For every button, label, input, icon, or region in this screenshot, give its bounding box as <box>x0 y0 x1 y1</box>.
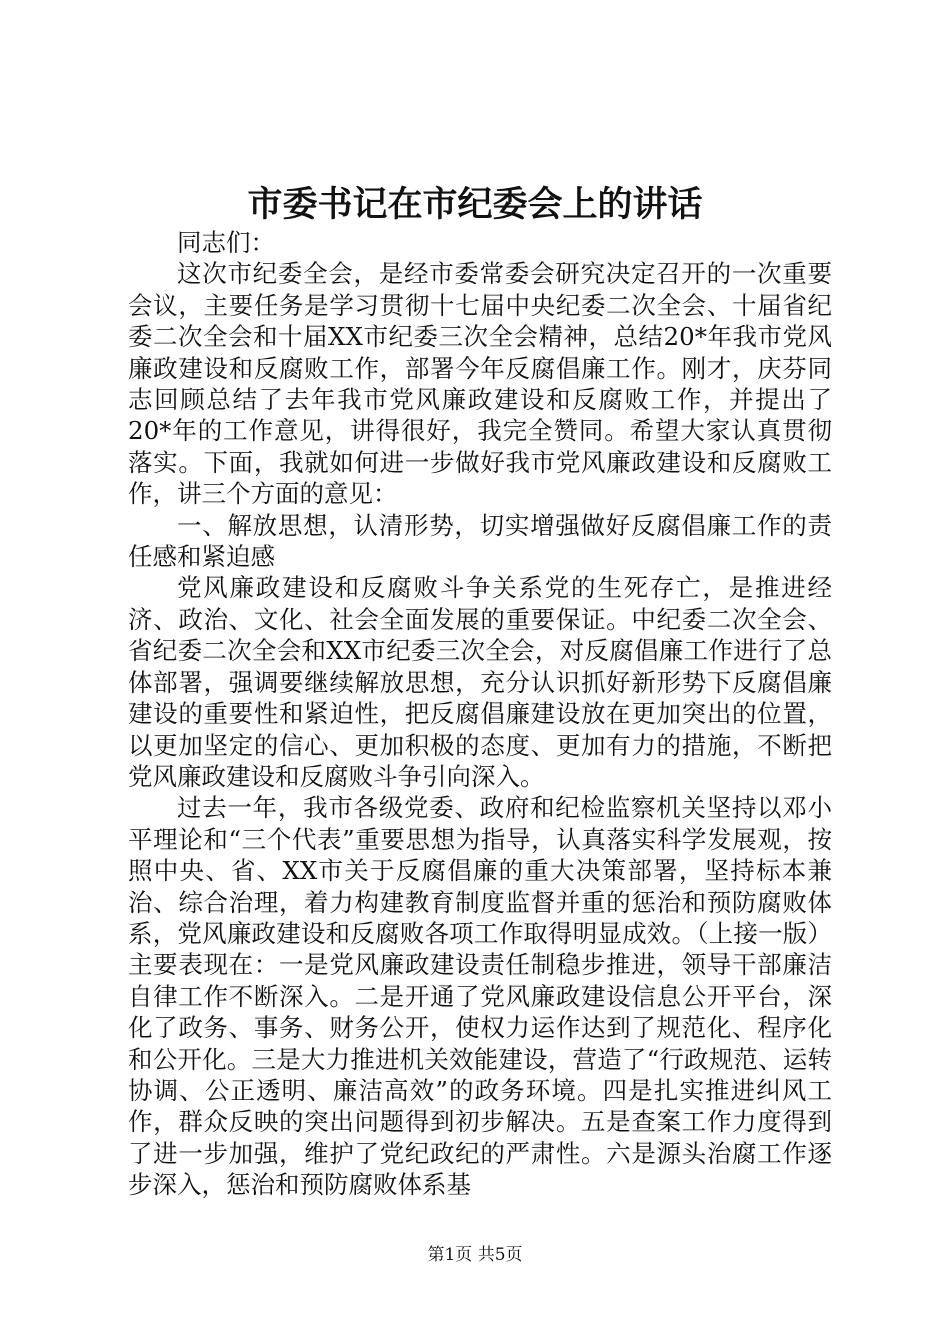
paragraph-body: 党风廉政建设和反腐败斗争关系党的生死存亡，是推进经济、政治、文化、社会全面发展的重要保证。中纪委二次全会、省纪委二次全会和XX市纪委三次全会，对反腐倡廉工作进行了总体部署，强调要继续解放思想，充分认识抓好新形势下反腐倡廉建设的重要性和紧迫性，把反腐倡廉建设放在更加突出的位置，以更加坚定的信心、更加积极的态度、更加有力的措施，不断把党风廉政建设和反腐败斗争引向深入。 <box>128 573 832 791</box>
paragraph-salutation: 同志们： <box>177 228 275 257</box>
page-footer: 第1页 共5页 <box>427 1245 523 1265</box>
document-title: 市委书记在市纪委会上的讲话 <box>247 185 703 225</box>
paragraph-intro: 这次市纪委全会，是经市委常委会研究决定召开的一次重要会议，主要任务是学习贯彻十七届中央纪委二次全会、十届省纪委二次全会和十届XX市纪委三次全会精神，总结20*年我市党风廉政建设和反腐败工作，部署今年反腐倡廉工作。刚才，庆芬同志回顾总结了去年我市党风廉政建设和反腐败工作，并提出了20*年的工作意见，讲得很好，我完全赞同。希望大家认真贯彻落实。下面，我就如何进一步做好我市党风廉政建设和反腐败工作，讲三个方面的意见： <box>128 259 832 509</box>
paragraph-body: 过去一年，我市各级党委、政府和纪检监察机关坚持以邓小平理论和“三个代表”重要思想为指导，认真落实科学发展观，按照中央、省、XX市关于反腐倡廉的重大决策部署，坚持标本兼治、综合治理，着力构建教育制度监督并重的惩治和预防腐败体系，党风廉政建设和反腐败各项工作取得明显成效。（上接一版）主要表现在：一是党风廉政建设责任制稳步推进，领导干部廉洁自律工作不断深入。二是开通了党风廉政建设信息公开平台，深化了政务、事务、财务公开，使权力运作达到了规范化、程序化和公开化。三是大力推进机关效能建设，营造了“行政规范、运转协调、公正透明、廉洁高效”的政务环境。四是扎实推进纠风工作，群众反映的突出问题得到初步解决。五是查案工作力度得到了进一步加强，维护了党纪政纪的严肃性。六是源头治腐工作逐步深入，惩治和预防腐败体系基 <box>128 793 832 1200</box>
section-heading-1: 一、解放思想，认清形势，切实增强做好反腐倡廉工作的责任感和紧迫感 <box>128 510 832 572</box>
document-body <box>128 227 832 1201</box>
